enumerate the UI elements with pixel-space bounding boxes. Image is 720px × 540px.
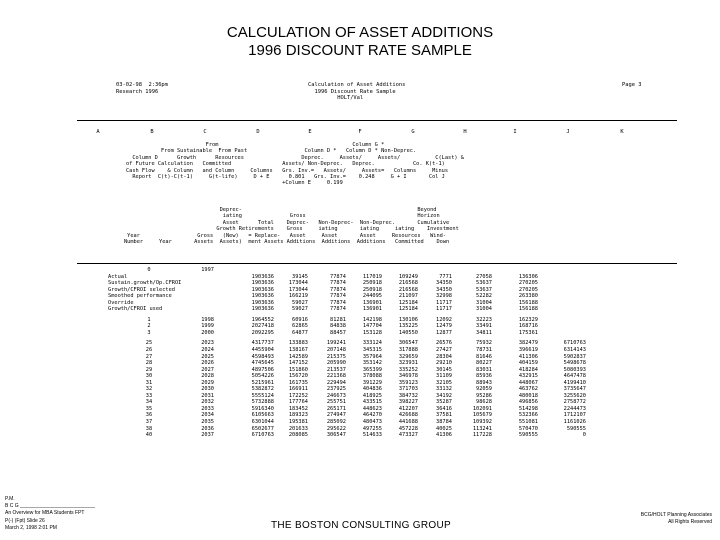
- cell-i: 95286: [476, 392, 492, 399]
- column-letter-k: K: [620, 129, 624, 135]
- cell-d: 60916: [292, 316, 308, 323]
- cell-d: 151860: [288, 366, 308, 373]
- cell-c: 5916340: [251, 405, 274, 412]
- cell-j: 270205: [518, 286, 538, 293]
- cell-h: 30145: [436, 366, 452, 373]
- cell-i: 75932: [476, 340, 492, 347]
- cell-i: 53637: [476, 286, 492, 293]
- cell-c: 6301044: [251, 419, 274, 426]
- cell-d: 166911: [288, 386, 308, 393]
- cell-e: 221368: [326, 373, 346, 380]
- footer-company-name: THE BOSTON CONSULTING GROUP: [271, 520, 451, 531]
- cell-g: 216568: [398, 280, 418, 287]
- cell-label: 36: [145, 412, 153, 419]
- cell-i: 52282: [476, 293, 492, 300]
- cell-c: 6710763: [251, 432, 274, 439]
- cell-j: 463762: [518, 386, 538, 393]
- cell-c: 1903636: [251, 306, 274, 313]
- cell-g: 130106: [398, 316, 418, 323]
- cell-h: 35287: [436, 399, 452, 406]
- cell-label: 0: [147, 267, 151, 273]
- cell-d: 208085: [288, 432, 308, 439]
- cell-f: 418925: [362, 392, 382, 399]
- cell-k: 5080393: [563, 366, 586, 373]
- cell-j: 382479: [518, 340, 538, 347]
- cell-d: 39145: [292, 273, 308, 280]
- cell-label: 3: [147, 329, 151, 336]
- cell-f: 378088: [362, 373, 382, 380]
- cell-label: 31: [145, 379, 153, 386]
- cell-i: 27058: [476, 273, 492, 280]
- cell-label: 26: [145, 347, 153, 354]
- cell-label: 27: [145, 353, 153, 360]
- cell-e: 81281: [330, 316, 346, 323]
- cell-c: 6105663: [251, 412, 274, 419]
- cell-f: 142198: [362, 316, 382, 323]
- cell-g: 457228: [398, 425, 418, 432]
- cell-d: 189323: [288, 412, 308, 419]
- cell-j: 162329: [518, 316, 538, 323]
- cell-g: 329659: [398, 353, 418, 360]
- cell-h: 11717: [436, 299, 452, 306]
- cell-label: Growth/CFROI used: [108, 306, 163, 313]
- cell-h: 40025: [436, 425, 452, 432]
- cell-e: 229494: [326, 379, 346, 386]
- cell-j: 418284: [518, 366, 538, 373]
- cell-h: 36416: [436, 405, 452, 412]
- column-letter-j: J: [566, 129, 570, 135]
- cell-i: 31004: [476, 299, 492, 306]
- cell-g: 216568: [398, 286, 418, 293]
- cell-d: 64877: [292, 329, 308, 336]
- footer-left-notes: P.M. B C G ___________________________ An Overview for MBA Students FPT P(-) (Fpt) Slide 26 March 2, 1998 2:01 PM: [5, 496, 96, 531]
- cell-h: 34350: [436, 280, 452, 287]
- cell-year: 2026: [201, 360, 214, 367]
- cell-h: 32998: [436, 293, 452, 300]
- cell-k: 4199410: [563, 379, 586, 386]
- cell-d: 173044: [288, 280, 308, 287]
- cell-i: 81646: [476, 353, 492, 360]
- cell-c: 1964552: [251, 316, 274, 323]
- cell-c: 1903636: [251, 286, 274, 293]
- cell-j: 514298: [518, 405, 538, 412]
- cell-f: 136901: [362, 306, 382, 313]
- cell-c: 4745645: [251, 360, 274, 367]
- cell-h: 29210: [436, 360, 452, 367]
- top-rule: [77, 120, 677, 121]
- cell-label: 28: [145, 360, 153, 367]
- column-letter-f: F: [358, 129, 362, 135]
- cell-j: 404159: [518, 360, 538, 367]
- cell-e: 265171: [326, 405, 346, 412]
- cell-d: 177764: [288, 399, 308, 406]
- cell-j: 496856: [518, 399, 538, 406]
- table-row: [108, 432, 586, 439]
- cell-i: 53637: [476, 280, 492, 287]
- cell-j: 168716: [518, 323, 538, 330]
- cell-g: 384732: [398, 392, 418, 399]
- cell-year: 1997: [201, 267, 214, 273]
- cell-d: 173044: [288, 286, 308, 293]
- cell-j: 590555: [518, 432, 538, 439]
- column-letter-c: C: [203, 129, 207, 135]
- cell-j: 136306: [518, 273, 538, 280]
- cell-i: 113241: [472, 425, 492, 432]
- cell-year: 1999: [201, 323, 214, 330]
- cell-d: 142589: [288, 353, 308, 360]
- cell-j: 263380: [518, 293, 538, 300]
- cell-e: 84838: [330, 323, 346, 330]
- cell-j: 551081: [518, 419, 538, 426]
- cell-e: 77874: [330, 286, 346, 293]
- cell-g: 317888: [398, 347, 418, 354]
- cell-g: 135225: [398, 323, 418, 330]
- cell-c: 2027418: [251, 323, 274, 330]
- cell-g: 441688: [398, 419, 418, 426]
- cell-year: 2000: [201, 329, 214, 336]
- cell-d: 59027: [292, 306, 308, 313]
- column-letter-row: [0, 129, 720, 137]
- cell-j: 570470: [518, 425, 538, 432]
- cell-c: 4317737: [251, 340, 274, 347]
- cell-d: 201633: [288, 425, 308, 432]
- cell-d: 183452: [288, 405, 308, 412]
- cell-e: 285092: [326, 419, 346, 426]
- cell-i: 102091: [472, 405, 492, 412]
- cell-h: 37581: [436, 412, 452, 419]
- cell-d: 133883: [288, 340, 308, 347]
- cell-c: 4598493: [251, 353, 274, 360]
- cell-year: 2027: [201, 366, 214, 373]
- cell-k: 3255620: [563, 392, 586, 399]
- cell-e: 306547: [326, 432, 346, 439]
- cell-year: 2028: [201, 373, 214, 380]
- cell-year: 2035: [201, 419, 214, 426]
- cell-e: 215375: [326, 353, 346, 360]
- cell-f: 333124: [362, 340, 382, 347]
- cell-label: Override: [108, 299, 134, 306]
- cell-g: 473327: [398, 432, 418, 439]
- cell-c: 1903636: [251, 299, 274, 306]
- cell-c: 5732888: [251, 399, 274, 406]
- cell-h: 38784: [436, 419, 452, 426]
- cell-label: 2: [147, 323, 151, 330]
- cell-i: 31004: [476, 306, 492, 313]
- cell-j: 270205: [518, 280, 538, 287]
- cell-f: 136901: [362, 299, 382, 306]
- cell-k: 4647478: [563, 373, 586, 380]
- cell-year: 2023: [201, 340, 214, 347]
- cell-g: 359123: [398, 379, 418, 386]
- cell-g: 109249: [398, 273, 418, 280]
- cell-f: 244095: [362, 293, 382, 300]
- cell-g: 323931: [398, 360, 418, 367]
- cell-year: 2024: [201, 347, 214, 354]
- cell-d: 138167: [288, 347, 308, 354]
- cell-year: 1998: [201, 316, 214, 323]
- cell-k: 590555: [566, 425, 586, 432]
- cell-year: 2031: [201, 392, 214, 399]
- cell-d: 172252: [288, 392, 308, 399]
- cell-k: 6710763: [563, 340, 586, 347]
- cell-g: 335252: [398, 366, 418, 373]
- cell-g: 125184: [398, 306, 418, 313]
- cell-f: 117019: [362, 273, 382, 280]
- cell-c: 1903636: [251, 273, 274, 280]
- cell-c: 1903636: [251, 280, 274, 287]
- cell-label: Growth/CFROI selected: [108, 286, 175, 293]
- cell-k: 0: [582, 432, 586, 439]
- cell-j: 411306: [518, 353, 538, 360]
- cell-label: 40: [145, 432, 153, 439]
- cell-d: 161735: [288, 379, 308, 386]
- cell-h: 12877: [436, 329, 452, 336]
- cell-i: 83031: [476, 366, 492, 373]
- cell-i: 80227: [476, 360, 492, 367]
- cell-label: 29: [145, 366, 153, 373]
- cell-label: Smoothed performance: [108, 293, 172, 300]
- cell-c: 5054226: [251, 373, 274, 380]
- cell-e: 237925: [326, 386, 346, 393]
- cell-h: 32105: [436, 379, 452, 386]
- cell-year: 2025: [201, 353, 214, 360]
- cell-h: 11717: [436, 306, 452, 313]
- cell-k: 2244473: [563, 405, 586, 412]
- cell-h: 7771: [439, 273, 452, 280]
- cell-f: 480473: [362, 419, 382, 426]
- cell-g: 306547: [398, 340, 418, 347]
- cell-label: 1: [147, 316, 151, 323]
- cell-f: 448623: [362, 405, 382, 412]
- cell-e: 77874: [330, 273, 346, 280]
- column-letter-d: D: [256, 129, 260, 135]
- cell-h: 31109: [436, 373, 452, 380]
- cell-label: Sustain.growth/Op.CFROI: [108, 280, 182, 287]
- cell-g: 125184: [398, 299, 418, 306]
- cell-h: 34192: [436, 392, 452, 399]
- cell-e: 255751: [326, 399, 346, 406]
- cell-label: 25: [145, 340, 153, 347]
- cell-g: 371703: [398, 386, 418, 393]
- column-letter-h: H: [463, 129, 467, 135]
- cell-f: 514633: [362, 432, 382, 439]
- cell-year: 2036: [201, 425, 214, 432]
- cell-f: 353142: [362, 360, 382, 367]
- cell-f: 497255: [362, 425, 382, 432]
- cell-j: 156188: [518, 299, 538, 306]
- report-header-left: 03-02-98 2:36pm Research 1996: [116, 82, 168, 95]
- cell-label: 35: [145, 405, 153, 412]
- cell-g: 140550: [398, 329, 418, 336]
- column-descriptions: From Column G * From Sustainable From Past Column D * Column D * Non-Deprec. Column D Growth Resources Deprec. Assets/ Assets/ C(Last) & of Future Calculation Committed Assets/ Non-Deprec. Deprec. Co. K(t-1) Cash Flow & Column and Column Columns Grs. Inv.= Assets/ Assets= Columns Minus Report C(t)-C(t-1) G(t-life) D + E 0.801 Grs. Inv.= 0.248 G + I Col J +Column E 0.199: [125, 142, 464, 187]
- cell-year: 2037: [201, 432, 214, 439]
- cell-j: 175361: [518, 329, 538, 336]
- column-letter-e: E: [308, 129, 312, 135]
- cell-d: 195381: [288, 419, 308, 426]
- cell-h: 12092: [436, 316, 452, 323]
- footer-copyright: BCG/HOLT Planning Associates All Rights Reserved: [640, 512, 712, 525]
- column-letter-b: B: [150, 129, 154, 135]
- cell-g: 412207: [398, 405, 418, 412]
- cell-f: 153128: [362, 329, 382, 336]
- cell-year: 2029: [201, 379, 214, 386]
- cell-i: 34811: [476, 329, 492, 336]
- cell-k: 3735647: [563, 386, 586, 393]
- cell-year: 2034: [201, 412, 214, 419]
- report-header-right: Page 3: [622, 82, 642, 88]
- cell-i: 88943: [476, 379, 492, 386]
- cell-g: 211097: [398, 293, 418, 300]
- cell-f: 345315: [362, 347, 382, 354]
- column-letter-g: G: [411, 129, 415, 135]
- cell-h: 41306: [436, 432, 452, 439]
- cell-e: 205990: [326, 360, 346, 367]
- slide-title-line-2: 1996 DISCOUNT RATE SAMPLE: [248, 42, 472, 59]
- cell-label: 37: [145, 419, 153, 426]
- cell-i: 32223: [476, 316, 492, 323]
- cell-j: 156188: [518, 306, 538, 313]
- cell-g: 426688: [398, 412, 418, 419]
- slide-title-line-1: CALCULATION OF ASSET ADDITIONS: [226, 24, 494, 41]
- cell-k: 5498678: [563, 360, 586, 367]
- cell-k: 1161026: [563, 419, 586, 426]
- cell-e: 295622: [326, 425, 346, 432]
- cell-year: 2032: [201, 399, 214, 406]
- column-letter-i: I: [513, 129, 517, 135]
- cell-c: 5215961: [251, 379, 274, 386]
- cell-h: 33132: [436, 386, 452, 393]
- cell-c: 4455904: [251, 347, 274, 354]
- cell-f: 250918: [362, 280, 382, 287]
- cell-f: 391229: [362, 379, 382, 386]
- cell-c: 2092295: [251, 329, 274, 336]
- cell-i: 85936: [476, 373, 492, 380]
- cell-c: 4897506: [251, 366, 274, 373]
- cell-label: 38: [145, 425, 153, 432]
- cell-label: 30: [145, 373, 153, 380]
- cell-g: 346978: [398, 373, 418, 380]
- cell-j: 396619: [518, 347, 538, 354]
- cell-label: 34: [145, 399, 153, 406]
- cell-h: 34350: [436, 286, 452, 293]
- cell-k: 5902837: [563, 353, 586, 360]
- cell-i: 78731: [476, 347, 492, 354]
- cell-h: 28304: [436, 353, 452, 360]
- cell-c: 5555124: [251, 392, 274, 399]
- cell-c: 1903636: [251, 293, 274, 300]
- cell-e: 207148: [326, 347, 346, 354]
- cell-g: 398227: [398, 399, 418, 406]
- cell-j: 448067: [518, 379, 538, 386]
- cell-year: 2033: [201, 405, 214, 412]
- cell-label: 33: [145, 392, 153, 399]
- cell-e: 274947: [326, 412, 346, 419]
- cell-k: 1712107: [563, 412, 586, 419]
- cell-i: 92059: [476, 386, 492, 393]
- cell-i: 33491: [476, 323, 492, 330]
- cell-label: Actual: [108, 273, 128, 280]
- cell-j: 532366: [518, 412, 538, 419]
- cell-f: 365399: [362, 366, 382, 373]
- column-subheads: Deprec- Beyond iating Gross Horizon Asset Total Deprec- Non-Deprec- Non-Deprec. Cumulative Growth Retirements Gross iating iating iating Investment Year Gross (New) = Replace- Asset Asset Asset Resources Wind- Number Year Assets Assets) ment Assets Additions Additions Additions Committed Down: [123, 207, 459, 246]
- cell-d: 166219: [288, 293, 308, 300]
- cell-e: 77874: [330, 293, 346, 300]
- cell-h: 12479: [436, 323, 452, 330]
- cell-e: 199241: [326, 340, 346, 347]
- cell-k: 2758772: [563, 399, 586, 406]
- cell-c: 5382872: [251, 386, 274, 393]
- cell-e: 213537: [326, 366, 346, 373]
- cell-e: 246673: [326, 392, 346, 399]
- subhead-rule: [77, 263, 677, 264]
- cell-j: 432915: [518, 373, 538, 380]
- cell-f: 433515: [362, 399, 382, 406]
- cell-f: 250918: [362, 286, 382, 293]
- cell-i: 117228: [472, 432, 492, 439]
- cell-e: 77874: [330, 280, 346, 287]
- cell-f: 464270: [362, 412, 382, 419]
- cell-f: 357964: [362, 353, 382, 360]
- cell-e: 77874: [330, 299, 346, 306]
- report-header-center: Calculation of Asset Additions 1996 Discount Rate Sample HOLT/Val: [308, 82, 406, 102]
- cell-d: 62865: [292, 323, 308, 330]
- cell-k: 6314143: [563, 347, 586, 354]
- asset-additions-table: [108, 267, 586, 439]
- cell-d: 59027: [292, 299, 308, 306]
- cell-e: 77874: [330, 306, 346, 313]
- cell-j: 480018: [518, 392, 538, 399]
- cell-i: 105679: [472, 412, 492, 419]
- cell-e: 88457: [330, 329, 346, 336]
- cell-f: 404836: [362, 386, 382, 393]
- cell-d: 147152: [288, 360, 308, 367]
- column-letter-a: A: [96, 129, 100, 135]
- cell-label: 32: [145, 386, 153, 393]
- cell-h: 27427: [436, 347, 452, 354]
- cell-i: 109392: [472, 419, 492, 426]
- cell-f: 147704: [362, 323, 382, 330]
- cell-h: 26576: [436, 340, 452, 347]
- cell-year: 2030: [201, 386, 214, 393]
- cell-c: 6502677: [251, 425, 274, 432]
- cell-i: 98628: [476, 399, 492, 406]
- cell-d: 156720: [288, 373, 308, 380]
